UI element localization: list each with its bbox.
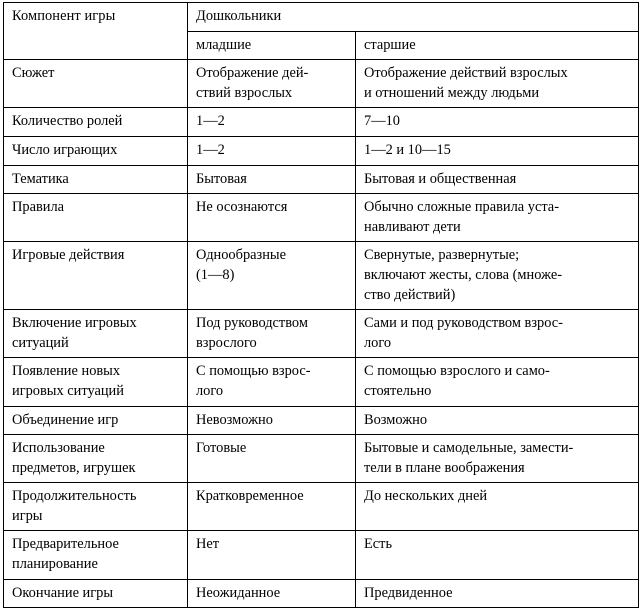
older-value-line: С помощью взрослого и само- bbox=[364, 363, 550, 380]
component-label-line: Предварительное bbox=[12, 536, 119, 553]
younger-value-line: Невозможно bbox=[196, 411, 273, 428]
cell-older-value bbox=[356, 108, 639, 137]
cell-component-label bbox=[4, 242, 188, 310]
older-value-line: Есть bbox=[364, 536, 393, 553]
cell-younger-value bbox=[188, 242, 356, 310]
cell-component-label bbox=[4, 136, 188, 165]
older-value-line: Бытовые и самодельные, замести- bbox=[364, 440, 574, 457]
younger-value-line: 1—2 bbox=[196, 141, 225, 158]
cell-younger-value bbox=[188, 406, 356, 435]
younger-value-line: лого bbox=[196, 382, 224, 399]
table-body bbox=[4, 60, 639, 608]
cell-component-label bbox=[4, 165, 188, 194]
older-value-line: ство действий) bbox=[364, 286, 456, 303]
component-label-line: Объединение игр bbox=[12, 411, 119, 428]
component-label-line: ситуаций bbox=[12, 334, 69, 351]
younger-value-line: Неожиданное bbox=[196, 584, 281, 601]
cell-component-label bbox=[4, 579, 188, 608]
cell-older-value bbox=[356, 579, 639, 608]
older-value-line: и отношений между людьми bbox=[364, 84, 540, 101]
cell-older-value bbox=[356, 136, 639, 165]
table-row bbox=[4, 483, 639, 531]
younger-value-line: ствий взрослых bbox=[196, 84, 293, 101]
component-label-line: планирование bbox=[12, 556, 98, 573]
component-label-line: предметов, игрушек bbox=[12, 459, 136, 476]
cell-older-value bbox=[356, 242, 639, 310]
older-value-line: стоятельно bbox=[364, 382, 432, 399]
table-row bbox=[4, 531, 639, 579]
header-younger: младшие bbox=[188, 31, 356, 60]
cell-younger-value bbox=[188, 358, 356, 406]
younger-value-line: 1—2 bbox=[196, 113, 225, 130]
cell-component-label bbox=[4, 108, 188, 137]
component-label-line: Игровые действия bbox=[12, 247, 125, 264]
cell-older-value bbox=[356, 531, 639, 579]
cell-component-label bbox=[4, 435, 188, 483]
older-value-line: Бытовая и общественная bbox=[364, 170, 517, 187]
cell-older-value bbox=[356, 60, 639, 108]
older-value-line: Отображение действий взрослых bbox=[364, 65, 568, 82]
cell-component-label bbox=[4, 406, 188, 435]
older-value-line: Возможно bbox=[364, 411, 428, 428]
older-value-line: 7—10 bbox=[364, 113, 400, 130]
component-label-line: Сюжет bbox=[12, 65, 55, 82]
older-value-line: лого bbox=[364, 334, 392, 351]
component-label-line: Окончание игры bbox=[12, 584, 114, 601]
comparison-table-container bbox=[3, 2, 638, 608]
older-value-line: Сами и под руководством взрос- bbox=[364, 315, 563, 332]
cell-component-label bbox=[4, 531, 188, 579]
cell-older-value bbox=[356, 310, 639, 358]
table-row bbox=[4, 435, 639, 483]
table-row bbox=[4, 579, 639, 608]
cell-component-label bbox=[4, 194, 188, 242]
cell-younger-value bbox=[188, 60, 356, 108]
younger-value-line: взрослого bbox=[196, 334, 257, 351]
younger-value-line: Под руководством bbox=[196, 315, 308, 332]
component-label-line: игры bbox=[12, 507, 43, 524]
table-row bbox=[4, 406, 639, 435]
component-label-line: Включение игровых bbox=[12, 315, 137, 332]
header-component: Компонент игры bbox=[4, 3, 188, 60]
cell-component-label bbox=[4, 483, 188, 531]
cell-younger-value bbox=[188, 108, 356, 137]
component-label-line: Продолжительность bbox=[12, 488, 137, 505]
table-row bbox=[4, 310, 639, 358]
cell-component-label bbox=[4, 358, 188, 406]
younger-value-line: С помощью взрос- bbox=[196, 363, 311, 380]
table-row bbox=[4, 358, 639, 406]
cell-older-value bbox=[356, 435, 639, 483]
older-value-line: До нескольких дней bbox=[364, 488, 488, 505]
component-label-line: Количество ролей bbox=[12, 113, 123, 130]
header-preschoolers-group: Дошкольники bbox=[188, 3, 639, 32]
cell-younger-value bbox=[188, 531, 356, 579]
header-row-primary bbox=[4, 3, 639, 32]
cell-younger-value bbox=[188, 310, 356, 358]
older-value-line: навливают дети bbox=[364, 218, 461, 235]
table-row bbox=[4, 60, 639, 108]
table-row bbox=[4, 242, 639, 310]
table-row bbox=[4, 136, 639, 165]
older-value-line: тели в плане воображения bbox=[364, 459, 525, 476]
table-header bbox=[4, 3, 639, 60]
younger-value-line: Кратковременное bbox=[196, 488, 304, 505]
older-value-line: включают жесты, слова (множе- bbox=[364, 266, 563, 283]
component-label-line: игровых ситуаций bbox=[12, 382, 124, 399]
younger-value-line: (1—8) bbox=[196, 266, 235, 283]
cell-younger-value bbox=[188, 194, 356, 242]
cell-older-value bbox=[356, 483, 639, 531]
cell-older-value bbox=[356, 194, 639, 242]
cell-component-label bbox=[4, 310, 188, 358]
younger-value-line: Однообразные bbox=[196, 247, 286, 264]
cell-younger-value bbox=[188, 165, 356, 194]
table-row bbox=[4, 108, 639, 137]
cell-older-value bbox=[356, 406, 639, 435]
header-older: старшие bbox=[356, 31, 639, 60]
younger-value-line: Отображение дей- bbox=[196, 65, 309, 82]
cell-younger-value bbox=[188, 136, 356, 165]
older-value-line: 1—2 и 10—15 bbox=[364, 141, 451, 158]
younger-value-line: Не осознаются bbox=[196, 199, 288, 216]
cell-younger-value bbox=[188, 579, 356, 608]
table-row bbox=[4, 165, 639, 194]
component-label-line: Тематика bbox=[12, 170, 69, 187]
component-label-line: Правила bbox=[12, 199, 65, 216]
younger-value-line: Бытовая bbox=[196, 170, 247, 187]
older-value-line: Свернутые, развернутые; bbox=[364, 247, 520, 264]
table-row bbox=[4, 194, 639, 242]
cell-component-label bbox=[4, 60, 188, 108]
younger-value-line: Нет bbox=[196, 536, 220, 553]
cell-younger-value bbox=[188, 435, 356, 483]
cell-older-value bbox=[356, 358, 639, 406]
older-value-line: Обычно сложные правила уста- bbox=[364, 199, 559, 216]
component-label-line: Использование bbox=[12, 440, 105, 457]
component-label-line: Появление новых bbox=[12, 363, 121, 380]
younger-value-line: Готовые bbox=[196, 440, 247, 457]
cell-older-value bbox=[356, 165, 639, 194]
cell-younger-value bbox=[188, 483, 356, 531]
older-value-line: Предвиденное bbox=[364, 584, 453, 601]
game-components-comparison-table bbox=[3, 2, 639, 608]
component-label-line: Число играющих bbox=[12, 141, 118, 158]
